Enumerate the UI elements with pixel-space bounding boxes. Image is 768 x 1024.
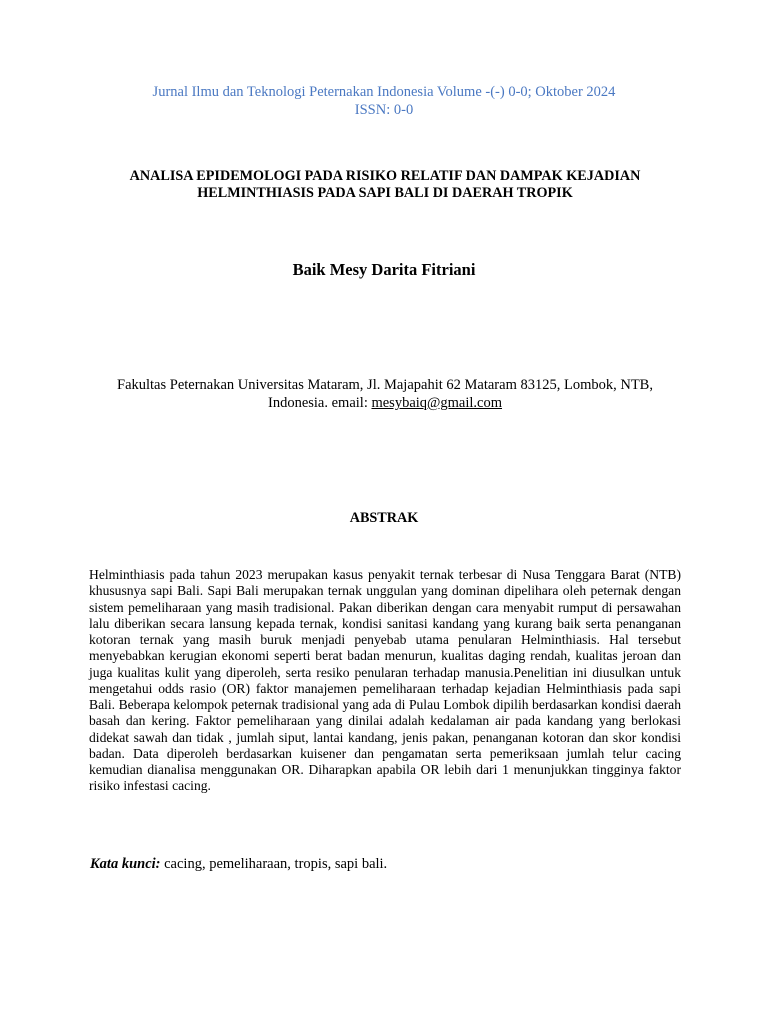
journal-header <box>0 83 768 119</box>
journal-citation-line: Jurnal Ilmu dan Teknologi Peternakan Indonesia Volume -(-) 0-0; Oktober 2024 <box>152 84 616 100</box>
paper-title: ANALISA EPIDEMOLOGI PADA RISIKO RELATIF DAN DAMPAK KEJADIAN HELMINTHIASIS PADA SAPI BALI DI DAERAH TROPIK <box>129 168 641 201</box>
keywords-label: Kata kunci: <box>90 856 161 872</box>
affiliation-text: Fakultas Peternakan Universitas Mataram, Jl. Majapahit 62 Mataram 83125, Lombok, NTB, Indonesia. email: <box>117 377 653 411</box>
issn-line: ISSN: 0-0 <box>354 102 414 118</box>
abstract-heading: ABSTRAK <box>349 510 419 526</box>
author-affiliation <box>95 376 675 412</box>
abstract-body: Helminthiasis pada tahun 2023 merupakan kasus penyakit ternak terbesar di Nusa Tenggara Barat (NTB) khususnya sapi Bali. Sapi Bali merupakan ternak unggulan yang dominan dipelihara oleh peternak dengan sistem pemeliharaan yang masih tradisional. Pakan diberikan dengan cara menyabit rumput di persawahan lalu diberikan secara lansung kepada ternak, kondisi sanitasi kandang yang kurang baik serta penanganan kotoran ternak yang masih buruk menjadi penyebab utama penularan Helminthiasis. Hal tersebut menyebabkan kerugian ekonomi seperti berat badan menurun, kualitas daging rendah, kualitas jeroan dan juga kualitas kulit yang diperoleh, serta resiko penularan terhadap manusia.Penelitian ini diusulkan untuk mengetahui odds rasio (OR) faktor manajemen pemeliharaan terhadap kejadian Helminthiasis pada sapi Bali. Beberapa kelompok peternak tradisional yang ada di Pulau Lombok dipilih berdasarkan kondisi daerah basah dan kering. Faktor pemeliharaan yang dinilai adalah kedalaman air pada kandang yang berlokasi didekat sawah dan tidak , jumlah siput, lantai kandang, jenis pakan, penanganan kotoran dan skor kondisi badan. Data diperoleh berdasarkan kuisener dan pengamatan serta pemeriksaan jumlah telur cacing kemudian dianalisa menggunakan OR. Diharapkan apabila OR lebih dari 1 menunjukkan tingginya faktor risiko infestasi cacing. <box>89 567 681 794</box>
keywords-line <box>90 855 680 873</box>
keywords-text: cacing, pemeliharaan, tropis, sapi bali. <box>160 856 388 872</box>
email-link[interactable]: mesybaiq@gmail.com <box>371 395 503 411</box>
author-name: Baik Mesy Darita Fitriani <box>292 260 476 279</box>
